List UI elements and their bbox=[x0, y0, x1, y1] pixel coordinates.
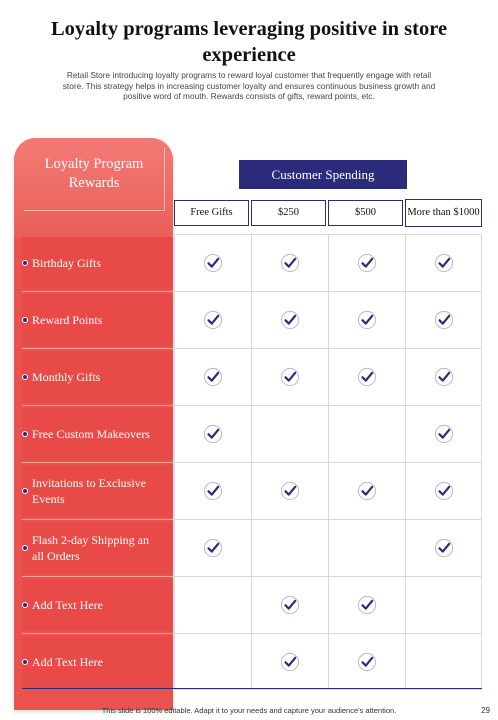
column-header-0: Free Gifts bbox=[174, 200, 249, 226]
bullet-dot-icon bbox=[22, 374, 28, 380]
checkmark-circle-icon bbox=[203, 538, 223, 558]
grid-row-line bbox=[174, 405, 482, 406]
column-header-3: More than $1000 bbox=[405, 199, 482, 227]
checkmark-circle-icon bbox=[357, 652, 377, 672]
table-bottom-rule bbox=[22, 688, 482, 689]
reward-label-text: Flash 2-day Shipping an all Orders bbox=[32, 533, 149, 563]
checkmark-circle-icon bbox=[203, 424, 223, 444]
checkmark-circle-icon bbox=[434, 538, 454, 558]
checkmark-circle-icon bbox=[203, 253, 223, 273]
panel-row-divider bbox=[22, 519, 173, 520]
checkmark-circle-icon bbox=[357, 310, 377, 330]
panel-title: Loyalty Program Rewards bbox=[44, 156, 144, 191]
reward-row-label bbox=[22, 579, 173, 631]
checkmark-circle-icon bbox=[357, 481, 377, 501]
footer-note: This slide is 100% editable. Adapt it to your needs and capture your audience's attention. bbox=[101, 706, 397, 715]
grid-row-line bbox=[174, 348, 482, 349]
bullet-dot-icon bbox=[22, 317, 28, 323]
checkmark-circle-icon bbox=[280, 367, 300, 387]
checkmark-circle-icon bbox=[280, 481, 300, 501]
grid-row-line bbox=[174, 462, 482, 463]
reward-label-text: Add Text Here bbox=[32, 655, 103, 669]
reward-row-label bbox=[22, 351, 173, 403]
checkmark-circle-icon bbox=[434, 310, 454, 330]
reward-label-text: Monthly Gifts bbox=[32, 370, 101, 384]
checkmark-circle-icon bbox=[203, 367, 223, 387]
reward-label-text: Birthday Gifts bbox=[32, 256, 101, 270]
reward-row-label bbox=[22, 408, 173, 460]
reward-row-label bbox=[22, 522, 173, 574]
panel-row-divider bbox=[22, 633, 173, 634]
panel-row-divider bbox=[22, 576, 173, 577]
checkmark-circle-icon bbox=[280, 310, 300, 330]
reward-label-text: Free Custom Makeovers bbox=[32, 427, 150, 441]
bullet-dot-icon bbox=[22, 488, 28, 494]
reward-label-text: Reward Points bbox=[32, 313, 103, 327]
checkmark-circle-icon bbox=[203, 310, 223, 330]
bullet-dot-icon bbox=[22, 260, 28, 266]
panel-row-divider bbox=[22, 462, 173, 463]
reward-row-label bbox=[22, 294, 173, 346]
checkmark-circle-icon bbox=[203, 481, 223, 501]
checkmark-circle-icon bbox=[434, 253, 454, 273]
reward-label-text: Add Text Here bbox=[32, 598, 103, 612]
grid-row-line bbox=[174, 519, 482, 520]
column-header-1: $250 bbox=[251, 200, 326, 226]
bullet-dot-icon bbox=[22, 659, 28, 665]
column-header-2: $500 bbox=[328, 200, 403, 226]
checkmark-circle-icon bbox=[357, 367, 377, 387]
checkmark-circle-icon bbox=[357, 595, 377, 615]
reward-row-label bbox=[22, 636, 173, 688]
checkmark-circle-icon bbox=[280, 595, 300, 615]
panel-row-divider bbox=[22, 405, 173, 406]
checkmark-circle-icon bbox=[434, 481, 454, 501]
grid-row-line bbox=[174, 576, 482, 577]
grid-row-line bbox=[174, 291, 482, 292]
panel-row-divider bbox=[22, 348, 173, 349]
checkmark-circle-icon bbox=[357, 253, 377, 273]
bullet-dot-icon bbox=[22, 602, 28, 608]
reward-row-label bbox=[22, 237, 173, 289]
bullet-dot-icon bbox=[22, 431, 28, 437]
page-number: 29 bbox=[481, 706, 490, 715]
page-subtitle: Retail Store introducing loyalty programs to reward loyal customer that frequently engage with retail store. This strategy helps in increasing customer loyalty and ensures continuous business growth and positive word of mouth. Rewards consists of gifts, reward points, etc. bbox=[62, 70, 436, 102]
checkmark-circle-icon bbox=[434, 424, 454, 444]
bullet-dot-icon bbox=[22, 545, 28, 551]
page-title: Loyalty programs leveraging positive in store experience bbox=[50, 18, 448, 66]
customer-spending-header: Customer Spending bbox=[239, 160, 407, 189]
checkmark-circle-icon bbox=[280, 253, 300, 273]
reward-row-label bbox=[22, 465, 173, 517]
checkmark-circle-icon bbox=[434, 367, 454, 387]
checkmark-circle-icon bbox=[280, 652, 300, 672]
panel-row-divider bbox=[22, 291, 173, 292]
reward-label-text: Invitations to Exclusive Events bbox=[32, 476, 146, 506]
grid-row-line bbox=[174, 633, 482, 634]
